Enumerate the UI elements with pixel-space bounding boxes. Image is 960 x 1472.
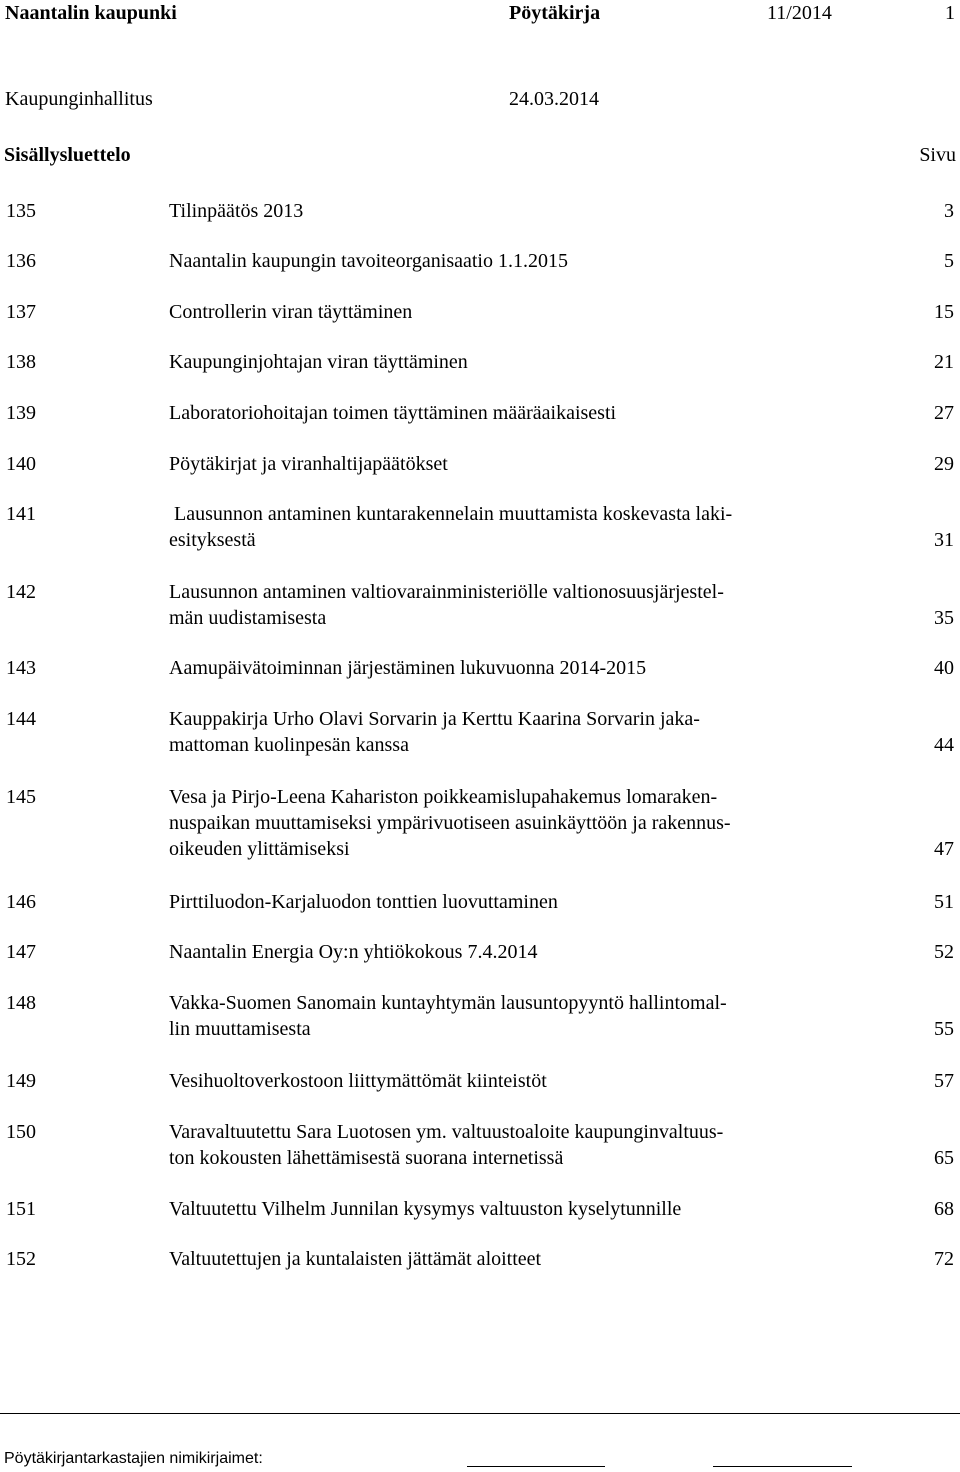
toc-entry-number: 139 (6, 402, 36, 424)
toc-entry-number: 143 (6, 657, 36, 679)
toc-entry-number: 137 (6, 301, 36, 323)
header-body: Kaupunginhallitus (5, 88, 153, 110)
toc-entry-number: 148 (6, 992, 36, 1014)
toc-entry-title (169, 784, 829, 862)
signature-line-1 (467, 1466, 605, 1467)
toc-entry-title (169, 400, 829, 426)
toc-entry-page: 44 (934, 734, 954, 756)
toc-entry-page: 47 (934, 838, 954, 860)
toc-entry-page: 35 (934, 607, 954, 629)
toc-entry-title-line: Naantalin kaupungin tavoiteorganisaatio 1.1.2015 (169, 250, 568, 272)
toc-entry-title-line: män uudistamisesta (169, 607, 327, 629)
header-number: 11/2014 (767, 2, 832, 24)
toc-entry-title-line: Valtuutettujen ja kuntalaisten jättämät aloitteet (169, 1248, 542, 1270)
toc-entry-page: 15 (934, 301, 954, 323)
toc-entry-title-line: Tilinpäätös 2013 (169, 200, 304, 222)
toc-entry-page: 31 (934, 529, 954, 551)
toc-entry-number: 138 (6, 351, 36, 373)
toc-page-column-label: Sivu (919, 144, 956, 166)
toc-entry-title (169, 990, 829, 1042)
toc-entry-title (169, 248, 829, 274)
toc-entry-title-line: ton kokousten lähettämisestä suorana internetissä (169, 1147, 564, 1169)
toc-entry-title (169, 501, 829, 553)
toc-entry-number: 144 (6, 708, 36, 730)
toc-entry-number: 141 (6, 503, 36, 525)
footer-divider (0, 1413, 960, 1414)
toc-entry-title (169, 655, 829, 681)
toc-entry-page: 65 (934, 1147, 954, 1169)
toc-entry-title-line: mattoman kuolinpesän kanssa (169, 734, 409, 756)
toc-entry-number: 147 (6, 941, 36, 963)
toc-entry-number: 151 (6, 1198, 36, 1220)
toc-entry-title (169, 1119, 829, 1171)
toc-entry-number: 146 (6, 891, 36, 913)
toc-entry-title-line: Valtuutettu Vilhelm Junnilan kysymys valtuuston kyselytunnille (169, 1198, 682, 1220)
toc-entry-page: 52 (934, 941, 954, 963)
toc-entry-title-line: Vesa ja Pirjo-Leena Kahariston poikkeamislupahakemus lomaraken- (169, 786, 718, 808)
toc-entry-title-line: Controllerin viran täyttäminen (169, 301, 413, 323)
toc-entry-page: 29 (934, 453, 954, 475)
toc-entry-title-line: Lausunnon antaminen kuntarakennelain muuttamista koskevasta laki- (169, 503, 733, 525)
toc-entry-number: 149 (6, 1070, 36, 1092)
toc-entry-page: 40 (934, 657, 954, 679)
toc-entry-title-line: esityksestä (169, 529, 256, 551)
toc-entry-page: 55 (934, 1018, 954, 1040)
toc-entry-title (169, 579, 829, 631)
toc-entry-number: 135 (6, 200, 36, 222)
toc-entry-page: 72 (934, 1248, 954, 1270)
toc-entry-number: 150 (6, 1121, 36, 1143)
toc-entry-page: 51 (934, 891, 954, 913)
toc-title: Sisällysluettelo (4, 144, 131, 166)
header-doc-type: Pöytäkirja (509, 2, 601, 24)
toc-entry-page: 27 (934, 402, 954, 424)
toc-entry-title-line: Varavaltuutettu Sara Luotosen ym. valtuustoaloite kaupunginvaltuus- (169, 1121, 724, 1143)
toc-entry-number: 152 (6, 1248, 36, 1270)
toc-entry-number: 140 (6, 453, 36, 475)
toc-entry-title-line: Kaupunginjohtajan viran täyttäminen (169, 351, 468, 373)
header-date: 24.03.2014 (509, 88, 599, 110)
header-page: 1 (945, 2, 955, 24)
toc-entry-title-line: Naantalin Energia Oy:n yhtiökokous 7.4.2014 (169, 941, 538, 963)
toc-entry-page: 21 (934, 351, 954, 373)
toc-entry-title (169, 889, 829, 915)
header-org: Naantalin kaupunki (5, 2, 177, 24)
toc-entry-title-line: Kauppakirja Urho Olavi Sorvarin ja Kerttu Kaarina Sorvarin jaka- (169, 708, 700, 730)
toc-entry-title-line: Lausunnon antaminen valtiovarainministeriölle valtionosuusjärjestel- (169, 581, 724, 603)
toc-entry-title (169, 1246, 829, 1272)
toc-entry-title-line: nuspaikan muuttamiseksi ympärivuotiseen asuinkäyttöön ja rakennus- (169, 812, 731, 834)
toc-entry-page: 57 (934, 1070, 954, 1092)
toc-entry-title (169, 299, 829, 325)
footer-signature-label: Pöytäkirjantarkastajien nimikirjaimet: (4, 1450, 263, 1467)
toc-entry-title-line: Vesihuoltoverkostoon liittymättömät kiinteistöt (169, 1070, 547, 1092)
toc-entry-title-line: Vakka-Suomen Sanomain kuntayhtymän lausuntopyyntö hallintomal- (169, 992, 727, 1014)
toc-entry-title-line: lin muuttamisesta (169, 1018, 311, 1040)
signature-line-2 (713, 1466, 852, 1467)
toc-entry-title (169, 939, 829, 965)
toc-entry-number: 142 (6, 581, 36, 603)
toc-entry-title-line: Pöytäkirjat ja viranhaltijapäätökset (169, 453, 448, 475)
toc-entry-page: 5 (944, 250, 954, 272)
toc-entry-page: 3 (944, 200, 954, 222)
toc-entry-number: 136 (6, 250, 36, 272)
toc-entry-title (169, 349, 829, 375)
toc-entry-title-line: oikeuden ylittämiseksi (169, 838, 350, 860)
toc-entry-title (169, 1068, 829, 1094)
toc-entry-title-line: Pirttiluodon-Karjaluodon tonttien luovuttaminen (169, 891, 558, 913)
toc-entry-title (169, 451, 829, 477)
toc-entry-title (169, 706, 829, 758)
toc-entry-title (169, 1196, 829, 1222)
toc-entry-title-line: Aamupäivätoiminnan järjestäminen lukuvuonna 2014-2015 (169, 657, 647, 679)
toc-entry-page: 68 (934, 1198, 954, 1220)
toc-entry-title (169, 198, 829, 224)
toc-entry-number: 145 (6, 786, 36, 808)
toc-entry-title-line: Laboratoriohoitajan toimen täyttäminen määräaikaisesti (169, 402, 617, 424)
